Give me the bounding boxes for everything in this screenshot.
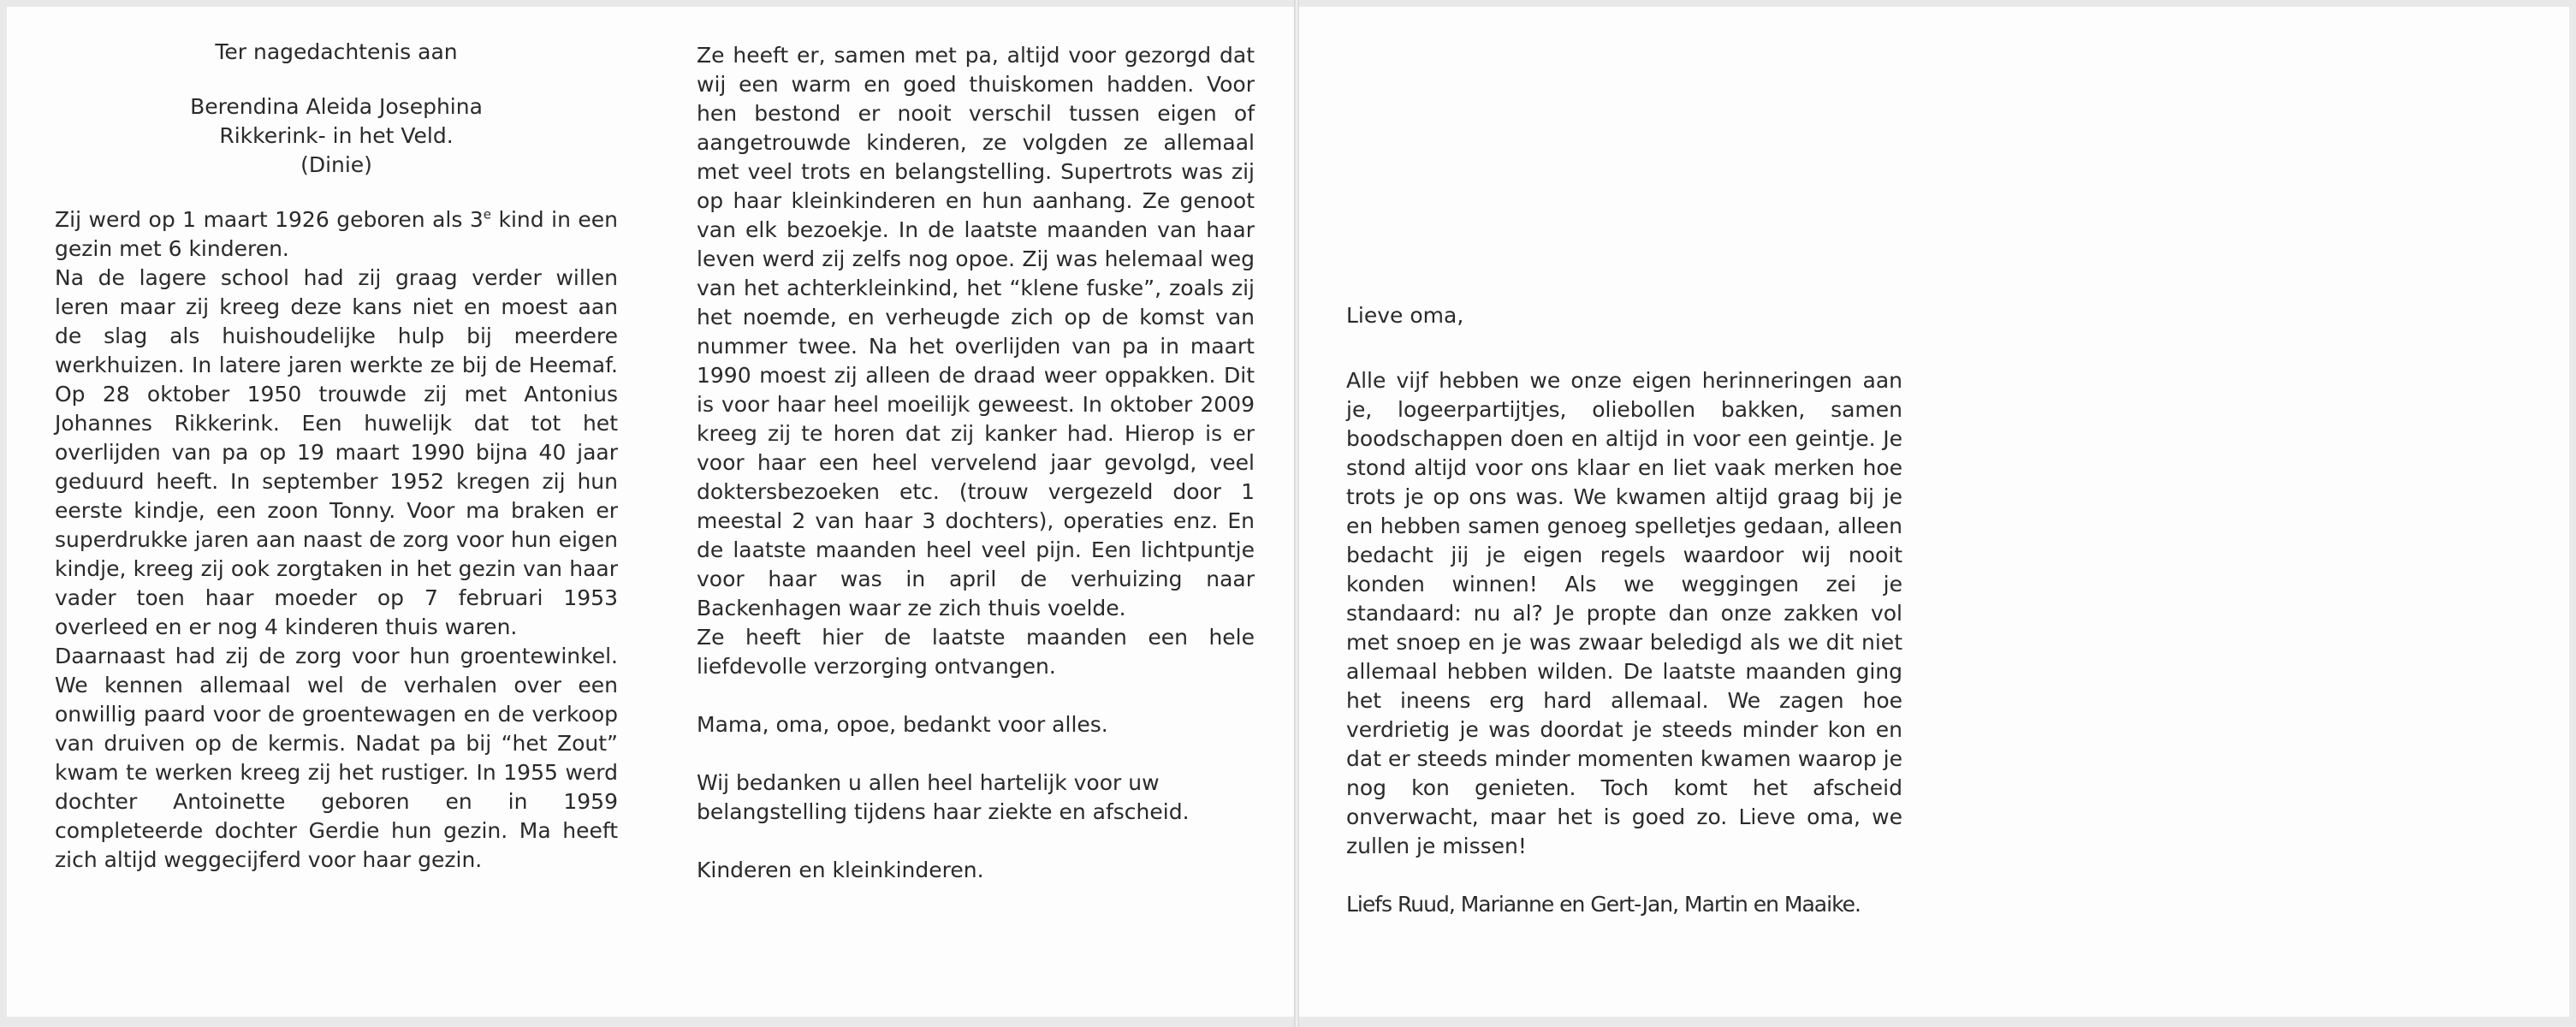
family-paragraph: Ze heeft er, samen met pa, altijd voor gezorgd dat wij een warm en goed thuiskomen hadden. Voor hen bestond er nooit verschil tussen eigen of aangetrouwde kinderen, ze volgden ze allemaal met veel trots en belangstelling. Supertrots was zij op haar kleinkinderen en hun aanhang. Ze genoot van elk bezoekje. In de laatste maanden van haar leven werd zij zelfs nog opoe. Zij was helemaal weg van het achterkleinkind, het “klene fuske”, zoals zij het noemde, en verheugde zich op de komst van nummer twee. Na het overlijden van pa in maart 1990 moest zij alleen de draad weer oppakken. Dit is voor haar heel moeilijk geweest. In oktober 2009 kreeg zij te horen dat zij kanker had. Hierop is er voor haar een heel vervelend jaar gevolgd, veel doktersbezoeken etc. (trouw vergezeld door 1 meestal 2 van haar 3 dochters), operaties enz. En de laatste maanden heel veel pijn. Een lichtpuntje voor haar was in april de verhuizing naar Backenhagen waar ze zich thuis voelde. (697, 43, 1255, 620)
middle-column (697, 41, 1255, 885)
left-column (55, 38, 618, 875)
birth-text-start: Zij werd op 1 maart 1926 geboren als 3 (55, 207, 484, 232)
letter-column (1346, 301, 1902, 919)
salutation: Lieve oma, (1346, 303, 1464, 328)
letter-body: Alle vijf hebben we onze eigen herinneringen aan je, logeerpartijtjes, oliebollen bakken, samen boodschappen doen en altijd in voor een geintje. Je stond altijd voor ons klaar en liet vaak merken hoe trots je op ons was. We kwamen altijd graag bij je en hebben samen genoeg spelletjes gedaan, alleen bedacht jij je eigen regels waardoor wij nooit konden winnen! Als we weggingen zei je standaard: nu al? Je propte dan onze zakken vol met snoep en je was zwaar beledigd als we dit niet allemaal hebben wilden. De laatste maanden ging het ineens erg hard allemaal. We zagen hoe verdrietig je was doordat je steeds minder kon en dat er steeds minder momenten kwamen waarop je nog kon genieten. Toch komt het afscheid onverwacht, maar het is goed zo. Lieve oma, we zullen je missen! (1346, 368, 1902, 858)
gratitude-paragraph: Wij bedanken u allen heel hartelijk voor uw belangstelling tijdens haar ziekte en afscheid. (697, 770, 1190, 824)
name-line-1: Berendina Aleida Josephina (190, 94, 483, 119)
care-paragraph: Ze heeft hier de laatste maanden een hele liefdevolle verzorging ontvangen. (697, 625, 1255, 679)
closing-signature: Kinderen en kleinkinderen. (697, 858, 984, 882)
thanks-line: Mama, oma, opoe, bedankt voor alles. (697, 712, 1108, 737)
letter-signature: Liefs Ruud, Marianne en Gert-Jan, Martin en Maaike. (1346, 892, 1861, 917)
left-page (7, 7, 1294, 1017)
birth-text-end: kind in een gezin met 6 kinderen. (55, 207, 619, 261)
ordinal-superscript: e (483, 206, 492, 223)
name-line-2: Rikkerink- in het Veld. (219, 123, 454, 148)
life-paragraph: Na de lagere school had zij graag verder willen leren maar zij kreeg deze kans niet en moest aan de slag als huishoudelijke hulp bij meerdere werkhuizen. In latere jaren werkte ze bij de Heemaf. Op 28 oktober 1950 trouwde zij met Antonius Johannes Rikkerink. Een huwelijk dat tot het overlijden van pa op 19 maart 1990 bijna 40 jaar geduurd heeft. In september 1952 kregen zij hun eerste kindje, een zoon Tonny. Voor ma braken er superdrukke jaren aan naast de zorg voor hun eigen kindje, kreeg zij ook zorgtaken in het gezin van haar vader toen haar moeder op 7 februari 1953 overleed en er nog 4 kinderen thuis waren. (55, 265, 618, 639)
shop-paragraph: Daarnaast had zij de zorg voor hun groentewinkel. We kennen allemaal wel de verhalen over een onwillig paard voor de groentewagen en de verkoop van druiven op de kermis. Nadat pa bij “het Zout” kwam te werken kreeg zij het rustiger. In 1955 werd dochter Antoinette geboren en in 1959 completeerde dochter Gerdie hun gezin. Ma heeft zich altijd weggecijferd voor haar gezin. (55, 644, 618, 872)
nickname: (Dinie) (300, 152, 372, 177)
heading: Ter nagedachtenis aan (215, 39, 458, 64)
birth-paragraph (55, 205, 618, 264)
